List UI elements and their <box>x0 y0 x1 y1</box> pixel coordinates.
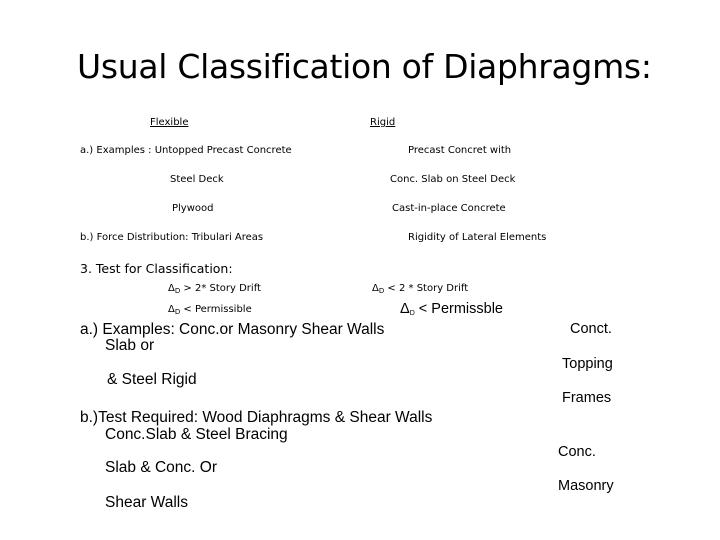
slide-title: Usual Classification of Diaphragms: <box>77 47 652 86</box>
body-line-conc-slab: Conc.Slab & Steel Bracing <box>105 426 288 443</box>
rigid-example-3: Cast-in-place Concrete <box>392 203 506 214</box>
body-line-a: a.) Examples: Conc.or Masonry Shear Walls <box>80 321 385 338</box>
body-right-conct: Conct. <box>570 321 612 337</box>
examples-label: a.) Examples : Untopped Precast Concrete <box>80 145 292 156</box>
body-line-slab-or: Slab or <box>105 337 155 354</box>
rigid-header: Rigid <box>370 117 396 128</box>
body-right-frames: Frames <box>562 390 612 406</box>
test-heading: 3. Test for Classification: <box>80 261 233 276</box>
rigid-rule-1: $\Delta_D < 2$ * Story Drift <box>372 283 469 295</box>
flex-example-3: Plywood <box>172 203 214 214</box>
force-distribution-rigid: Rigidity of Lateral Elements <box>408 232 547 243</box>
flex-rule-2: $\Delta_D$ < Permissible <box>168 304 252 316</box>
body-line-steel-rigid: & Steel Rigid <box>107 371 197 388</box>
body-line-slab-conc-or: Slab & Conc. Or <box>105 459 217 476</box>
body-line-b: b.)Test Required: Wood Diaphragms & Shear Walls <box>80 409 433 426</box>
body-line-shear-walls: Shear Walls <box>105 494 188 511</box>
rigid-example-2: Conc. Slab on Steel Deck <box>390 174 516 185</box>
rigid-rule-2: $\Delta_D$ < Permissble <box>400 301 503 317</box>
flex-rule-1: $\Delta_D > 2*$ Story Drift <box>168 283 261 295</box>
rigid-example-1: Precast Concret with <box>408 145 512 156</box>
body-right-masonry: Masonry <box>558 478 614 494</box>
body-right-conc: Conc. <box>558 444 596 460</box>
force-distribution-label: b.) Force Distribution: Tribulari Areas <box>80 232 264 243</box>
flex-example-2: Steel Deck <box>170 174 224 185</box>
flexible-header: Flexible <box>150 117 189 128</box>
body-right-topping: Topping <box>562 356 613 372</box>
